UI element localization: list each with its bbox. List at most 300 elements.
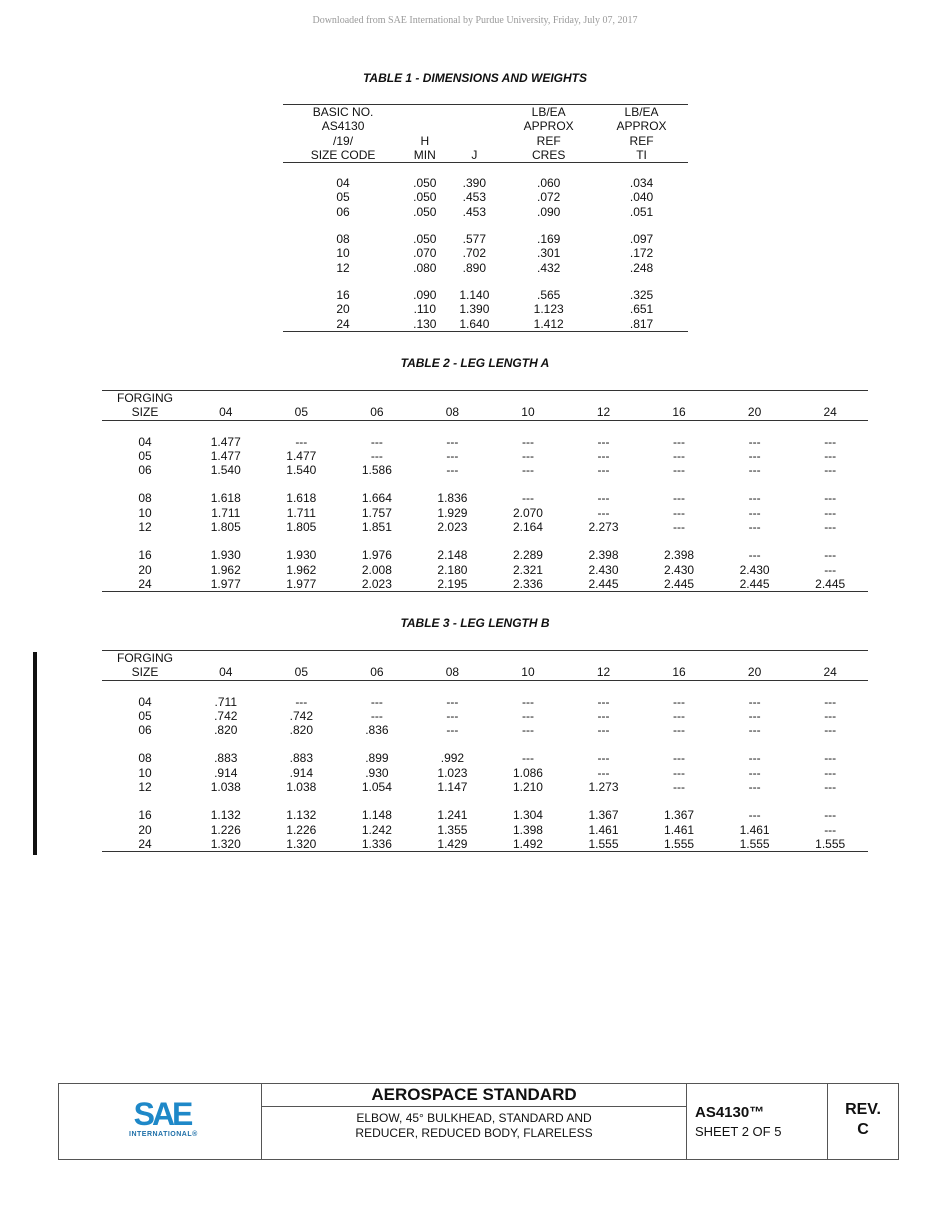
value-cell: 2.445 [641, 577, 717, 592]
value-cell: --- [446, 694, 459, 709]
size-cell: 16 [138, 808, 152, 823]
value-cell: .742 [214, 708, 238, 723]
value-cell: --- [748, 463, 761, 478]
value-cell: .651 [629, 302, 654, 317]
value-cell: --- [521, 434, 534, 449]
value-cell: --- [521, 694, 534, 709]
value-cell: 1.461 [588, 822, 619, 837]
value-cell: 1.555 [641, 837, 717, 852]
size-cell: 06 [138, 463, 152, 478]
value-cell: --- [824, 448, 837, 463]
column-header-20: 20 [717, 405, 793, 420]
value-cell: .301 [536, 246, 561, 261]
table-row [102, 563, 868, 577]
value-cell: .390 [462, 176, 487, 191]
value-cell: --- [597, 751, 610, 766]
value-cell: .050 [413, 232, 437, 247]
value-cell: --- [748, 708, 761, 723]
value-cell: 1.132 [286, 808, 317, 823]
size-cell: 10 [336, 246, 350, 261]
value-cell: --- [370, 448, 383, 463]
table3-header [102, 651, 868, 681]
size-cell: 06 [336, 204, 350, 219]
value-cell: .070 [413, 246, 437, 261]
value-cell: --- [521, 491, 534, 506]
value-cell: 1.836 [437, 491, 468, 506]
value-cell: .565 [536, 287, 561, 302]
value-cell: 2.023 [339, 577, 415, 592]
value-cell: 1.147 [437, 780, 468, 795]
value-cell: --- [597, 694, 610, 709]
value-cell: 1.336 [339, 837, 415, 852]
value-cell: --- [824, 708, 837, 723]
value-cell: 1.038 [210, 780, 241, 795]
value-cell: 2.070 [512, 505, 543, 520]
value-cell: --- [748, 448, 761, 463]
value-cell: 1.304 [512, 808, 543, 823]
value-cell: 1.086 [512, 765, 543, 780]
value-cell: 2.321 [512, 562, 543, 577]
value-cell: --- [824, 505, 837, 520]
value-cell: --- [597, 723, 610, 738]
value-cell: .711 [214, 694, 237, 709]
group-spacer [102, 534, 868, 548]
value-cell: --- [673, 765, 686, 780]
value-cell: 2.289 [512, 548, 543, 563]
value-cell: 2.430 [739, 562, 770, 577]
value-cell: 1.477 [210, 448, 241, 463]
size-cell: 12 [138, 780, 152, 795]
column-header: /19/ [333, 133, 354, 148]
value-cell: 1.054 [361, 780, 392, 795]
value-cell: 1.929 [437, 505, 468, 520]
value-cell: 1.140 [459, 287, 490, 302]
table2-body [102, 420, 868, 592]
spacer-cell [102, 794, 868, 808]
table2-header-row [102, 405, 868, 420]
value-cell: --- [521, 463, 534, 478]
value-cell: .883 [214, 751, 238, 766]
value-cell: --- [824, 751, 837, 766]
column-header: H [420, 133, 430, 148]
column-header-spacer [717, 651, 793, 666]
table-row [102, 823, 868, 837]
value-cell: --- [824, 463, 837, 478]
column-header [403, 105, 446, 120]
group-spacer [102, 737, 868, 751]
column-header: J [446, 148, 502, 163]
description-line-2: REDUCER, REDUCED BODY, FLARELESS [355, 1125, 593, 1140]
column-header-24: 24 [792, 665, 868, 680]
value-cell: 1.757 [361, 505, 392, 520]
value-cell: 2.180 [437, 562, 468, 577]
value-cell: --- [446, 448, 459, 463]
value-cell: 2.398 [664, 548, 695, 563]
value-cell: .050 [413, 204, 437, 219]
size-cell: 08 [138, 491, 152, 506]
revision-cell [828, 1084, 898, 1159]
value-cell: .050 [413, 176, 437, 191]
table1-header-row [283, 148, 688, 163]
sae-logo [129, 1096, 198, 1138]
download-watermark: Downloaded from SAE International by Purdue University, Friday, July 07, 2017 [312, 15, 638, 26]
column-header-05: 05 [264, 665, 340, 680]
size-cell: 24 [283, 317, 403, 332]
table1-header [283, 105, 688, 163]
value-cell: .453 [462, 190, 487, 205]
value-cell: --- [748, 808, 761, 823]
size-cell: 10 [138, 505, 152, 520]
value-cell: 1.618 [210, 491, 241, 506]
revision-value: C [857, 1121, 869, 1138]
value-cell: 1.805 [210, 520, 241, 535]
value-cell: --- [748, 765, 761, 780]
value-cell: .060 [536, 176, 561, 191]
value-cell: --- [521, 751, 534, 766]
column-header-spacer [490, 651, 566, 666]
table-row [102, 548, 868, 562]
table1-header-row [283, 134, 688, 148]
value-cell: 1.977 [188, 577, 264, 592]
value-cell: 1.477 [210, 434, 241, 449]
value-cell: .172 [629, 246, 654, 261]
value-cell: .820 [289, 723, 313, 738]
size-cell: 12 [138, 520, 152, 535]
table3-body [102, 680, 868, 852]
title-cell [262, 1084, 687, 1159]
logo-cell [59, 1084, 262, 1159]
value-cell: 1.976 [361, 548, 392, 563]
column-header: REF [536, 133, 561, 148]
value-cell: .325 [629, 287, 654, 302]
value-cell: --- [824, 765, 837, 780]
dimensions-weights-table [283, 104, 688, 332]
table-row [283, 176, 688, 190]
value-cell: .040 [629, 190, 654, 205]
table-row [102, 808, 868, 822]
value-cell: --- [521, 723, 534, 738]
table1-caption: TABLE 1 - DIMENSIONS AND WEIGHTS [362, 71, 587, 85]
group-spacer [102, 420, 868, 435]
column-header-16: 16 [641, 405, 717, 420]
size-cell: 16 [138, 548, 152, 563]
value-cell: 1.851 [361, 520, 392, 535]
value-cell: 1.390 [459, 302, 490, 317]
column-header-24: 24 [792, 405, 868, 420]
column-header-10: 10 [490, 665, 566, 680]
spacer-cell [283, 219, 688, 232]
column-header-12: 12 [566, 665, 642, 680]
value-cell: 1.226 [286, 822, 317, 837]
value-cell: 2.430 [664, 562, 695, 577]
size-cell: 20 [138, 822, 152, 837]
value-cell: --- [370, 708, 383, 723]
value-cell: --- [824, 808, 837, 823]
column-header-06: 06 [339, 665, 415, 680]
value-cell: 1.241 [437, 808, 468, 823]
description-line-1: ELBOW, 45° BULKHEAD, STANDARD AND [356, 1111, 592, 1125]
value-cell: 1.977 [264, 577, 340, 592]
value-cell: .820 [214, 723, 238, 738]
value-cell: 1.367 [664, 808, 695, 823]
value-cell: .992 [440, 751, 465, 766]
value-cell: 1.461 [664, 822, 695, 837]
column-header: BASIC NO. [283, 105, 403, 120]
table-row [102, 491, 868, 505]
value-cell: --- [446, 723, 459, 738]
value-cell: 1.398 [512, 822, 543, 837]
table-row [283, 261, 688, 275]
value-cell: 1.242 [361, 822, 392, 837]
value-cell: 1.664 [361, 491, 392, 506]
revision-change-bar [33, 652, 37, 855]
value-cell: .050 [413, 190, 437, 205]
column-header: APPROX [616, 119, 667, 134]
value-cell: 2.164 [512, 520, 543, 535]
value-cell: 2.148 [437, 548, 468, 563]
table-row [102, 520, 868, 534]
column-header-spacer [339, 391, 415, 406]
column-header [403, 119, 446, 133]
size-cell: 20 [138, 562, 152, 577]
value-cell: .432 [536, 260, 561, 275]
value-cell: 1.038 [286, 780, 317, 795]
size-cell: 06 [138, 723, 152, 738]
column-header-08: 08 [415, 665, 491, 680]
value-cell: .702 [462, 246, 487, 261]
column-header: TI [595, 148, 688, 163]
table-row [283, 317, 688, 332]
forging-size-header: FORGING [102, 651, 188, 666]
table1-header-row [283, 105, 688, 120]
column-header-spacer [188, 651, 264, 666]
value-cell: 1.555 [792, 837, 868, 852]
value-cell: .914 [289, 765, 313, 780]
column-header: MIN [403, 148, 446, 163]
table-row [102, 709, 868, 723]
value-cell: 2.273 [588, 520, 619, 535]
table-row [102, 780, 868, 794]
value-cell: 1.412 [502, 317, 595, 332]
value-cell: 2.336 [490, 577, 566, 592]
column-header-10: 10 [490, 405, 566, 420]
value-cell: 1.555 [566, 837, 642, 852]
spacer-cell [102, 420, 868, 435]
value-cell: --- [597, 765, 610, 780]
value-cell: --- [748, 491, 761, 506]
column-header: LB/EA [502, 105, 595, 120]
column-header-20: 20 [717, 665, 793, 680]
group-spacer [102, 680, 868, 695]
revision-label: REV. [845, 1101, 881, 1118]
value-cell: --- [824, 548, 837, 563]
column-header-spacer [264, 651, 340, 666]
value-cell: 1.355 [437, 822, 468, 837]
size-cell: 10 [138, 765, 152, 780]
value-cell: 1.367 [588, 808, 619, 823]
value-cell: 1.320 [188, 837, 264, 852]
size-cell: 04 [138, 694, 152, 709]
value-cell: --- [748, 694, 761, 709]
value-cell: --- [597, 491, 610, 506]
table1-header-row [283, 119, 688, 133]
value-cell: --- [673, 434, 686, 449]
column-header-spacer [641, 391, 717, 406]
table-row [283, 246, 688, 260]
value-cell: 1.618 [286, 491, 317, 506]
value-cell: 2.023 [437, 520, 468, 535]
column-header [446, 119, 502, 133]
value-cell: .090 [536, 204, 561, 219]
value-cell: --- [673, 448, 686, 463]
value-cell: 1.226 [210, 822, 241, 837]
table3-header-row [102, 651, 868, 666]
value-cell: --- [748, 751, 761, 766]
table1-body [283, 163, 688, 332]
table-row [283, 190, 688, 204]
value-cell: --- [824, 780, 837, 795]
value-cell: 1.640 [446, 317, 502, 332]
value-cell: --- [370, 694, 383, 709]
table-row [283, 302, 688, 316]
column-header: CRES [502, 148, 595, 163]
value-cell: 2.195 [415, 577, 491, 592]
column-header-spacer [792, 391, 868, 406]
column-header: REF [629, 133, 654, 148]
column-header: LB/EA [595, 105, 688, 120]
table-row [283, 288, 688, 302]
leg-length-a-table [102, 390, 868, 592]
value-cell: 1.540 [286, 463, 317, 478]
value-cell: .130 [403, 317, 446, 332]
value-cell: --- [824, 434, 837, 449]
sae-logo-text: INTERNATIONAL® [129, 1131, 198, 1138]
size-cell: 05 [336, 190, 350, 205]
value-cell: 2.430 [588, 562, 619, 577]
value-cell: .890 [462, 260, 487, 275]
value-cell: 2.445 [792, 577, 868, 592]
table2-caption: TABLE 2 - LEG LENGTH A [400, 356, 550, 370]
column-header-spacer [566, 391, 642, 406]
forging-size-header: SIZE [102, 405, 188, 420]
value-cell: --- [748, 520, 761, 535]
value-cell: --- [748, 548, 761, 563]
column-header-spacer [490, 391, 566, 406]
forging-size-header: SIZE [102, 665, 188, 680]
value-cell: .110 [413, 302, 437, 317]
value-cell: .080 [413, 260, 437, 275]
value-cell: --- [673, 520, 686, 535]
value-cell: --- [597, 448, 610, 463]
value-cell: 1.148 [361, 808, 392, 823]
value-cell: 1.586 [361, 463, 392, 478]
value-cell: --- [295, 694, 308, 709]
value-cell: .742 [289, 708, 313, 723]
size-cell: 08 [336, 232, 350, 247]
column-header-16: 16 [641, 665, 717, 680]
column-header-spacer [641, 651, 717, 666]
value-cell: .883 [289, 751, 313, 766]
table2-header-row [102, 391, 868, 406]
value-cell: --- [673, 694, 686, 709]
value-cell: 2.398 [588, 548, 619, 563]
size-cell: 24 [102, 577, 188, 592]
column-header-spacer [188, 391, 264, 406]
document-description [262, 1107, 686, 1140]
column-header-12: 12 [566, 405, 642, 420]
value-cell: --- [370, 434, 383, 449]
value-cell: --- [446, 434, 459, 449]
table-row [102, 751, 868, 765]
value-cell: --- [446, 463, 459, 478]
table-row [102, 695, 868, 709]
value-cell: 1.273 [588, 780, 619, 795]
value-cell: --- [824, 694, 837, 709]
value-cell: 1.930 [210, 548, 241, 563]
value-cell: .072 [536, 190, 561, 205]
value-cell: .914 [214, 765, 238, 780]
table-row [102, 449, 868, 463]
table-row [102, 506, 868, 520]
table3-header-row [102, 665, 868, 680]
value-cell: --- [521, 448, 534, 463]
column-header-04: 04 [188, 665, 264, 680]
value-cell: --- [446, 708, 459, 723]
value-cell: 1.930 [286, 548, 317, 563]
spacer-cell [102, 680, 868, 695]
size-cell: 05 [138, 448, 152, 463]
value-cell: --- [673, 491, 686, 506]
table-row [102, 577, 868, 592]
value-cell: 1.492 [490, 837, 566, 852]
value-cell: --- [824, 723, 837, 738]
value-cell: .453 [462, 204, 487, 219]
value-cell: --- [521, 708, 534, 723]
document-heading: AEROSPACE STANDARD [262, 1084, 686, 1107]
value-cell: .577 [462, 232, 487, 247]
value-cell: 1.023 [437, 765, 468, 780]
group-spacer [283, 163, 688, 177]
leg-length-b-table [102, 650, 868, 852]
value-cell: .899 [365, 751, 389, 766]
spacer-cell [283, 163, 688, 177]
value-cell: .248 [629, 260, 654, 275]
sheet-number: SHEET 2 OF 5 [695, 1124, 782, 1139]
size-cell: 05 [138, 708, 152, 723]
column-header-04: 04 [188, 405, 264, 420]
column-header-spacer [339, 651, 415, 666]
column-header [446, 105, 502, 120]
value-cell: --- [748, 505, 761, 520]
value-cell: .051 [629, 204, 654, 219]
table-row [102, 837, 868, 852]
value-cell: 1.555 [717, 837, 793, 852]
table-row [283, 232, 688, 246]
value-cell: --- [748, 723, 761, 738]
value-cell: --- [824, 562, 837, 577]
value-cell: .836 [365, 723, 389, 738]
value-cell: 1.477 [286, 448, 317, 463]
value-cell: 2.445 [717, 577, 793, 592]
value-cell: 1.429 [415, 837, 491, 852]
spacer-cell [102, 737, 868, 751]
size-cell: 04 [336, 176, 350, 191]
value-cell: --- [295, 434, 308, 449]
value-cell: --- [824, 822, 837, 837]
column-header-spacer [717, 391, 793, 406]
value-cell: 1.711 [211, 505, 241, 520]
spacer-cell [102, 534, 868, 548]
